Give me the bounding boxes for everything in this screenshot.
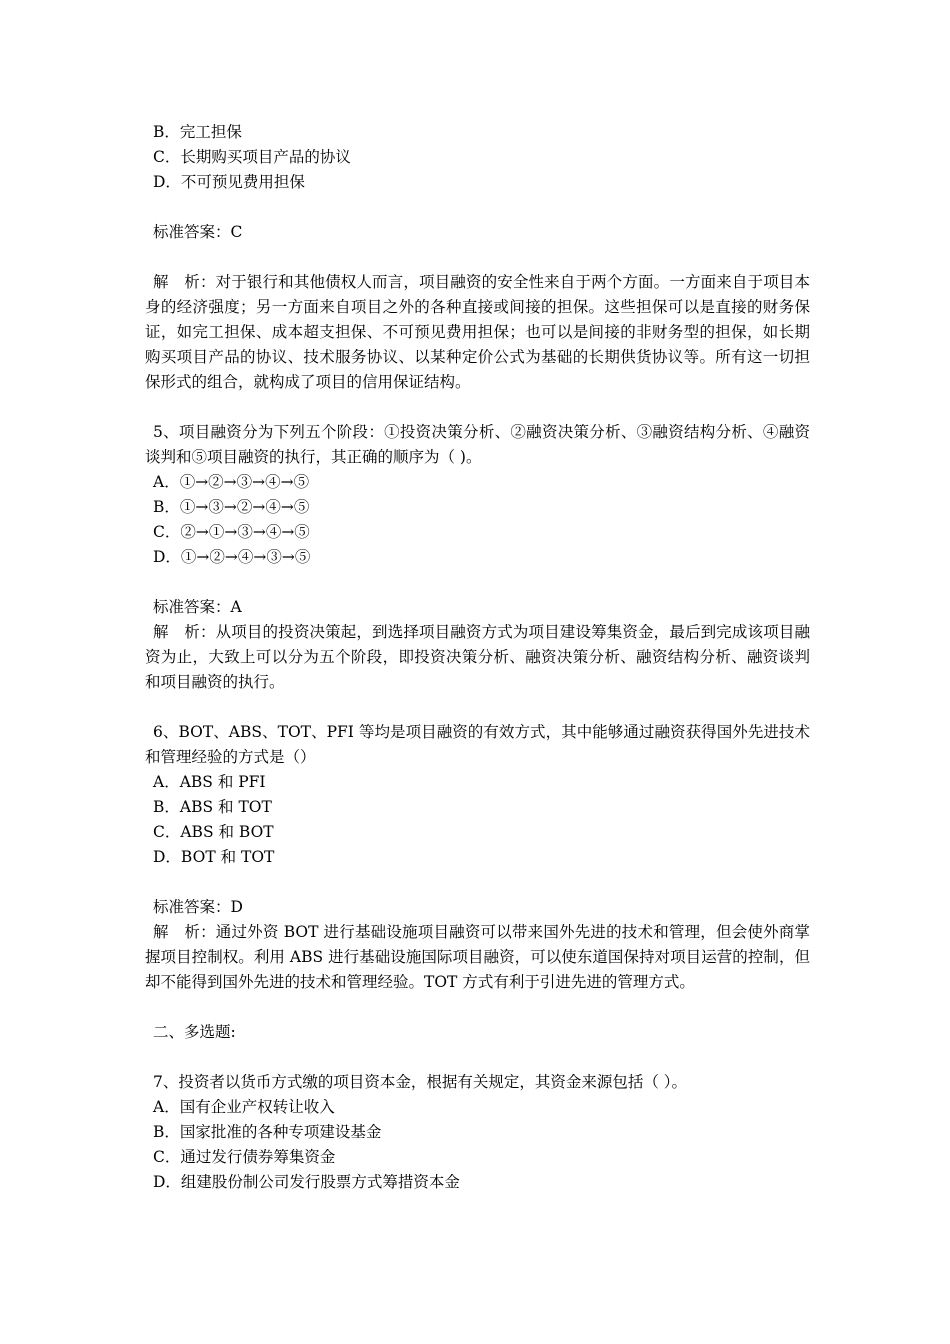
section-title: 二、多选题: (153, 1023, 236, 1041)
standard-answer: 标准答案：D (153, 898, 243, 916)
analysis-paragraph: 解 析：对于银行和其他债权人而言，项目融资的安全性来自于两个方面。一方面来自于项目本身的经济强度；另一方面来自项目之外的各种直接或间接的担保。这些担保可以是直接的财务保证，如完工担保、成本超支担保、不可预见费用担保；也可以是间接的非财务型的担保，如长期购买项目产品的协议、技术服务协议、以某种定价公式为基础的长期供货协议等。所有这一切担保形式的组合，就构成了项目的信用保证结构。 (145, 273, 810, 391)
question-5-stem: 5、项目融资分为下列五个阶段：①投资决策分析、②融资决策分析、③融资结构分析、④融资谈判和⑤项目融资的执行，其正确的顺序为（ )。 (145, 423, 810, 466)
question-7-stem: 7、投资者以货币方式缴的项目资本金，根据有关规定，其资金来源包括（ ）。 (153, 1073, 688, 1091)
option-b: B．完工担保 (153, 123, 242, 141)
document-page (145, 120, 810, 1195)
option-b: B．国家批准的各种专项建设基金 (153, 1123, 382, 1141)
option-a: A．①→②→③→④→⑤ (153, 473, 310, 491)
option-b: B．①→③→②→④→⑤ (153, 498, 310, 516)
analysis-paragraph: 解 析：通过外资 BOT 进行基础设施项目融资可以带来国外先进的技术和管理，但会使外商掌握项目控制权。利用 ABS 进行基础设施国际项目融资，可以使东道国保持对项目运营的控制，但却不能得到国外先进的技术和管理经验。TOT 方式有利于引进先进的管理方式。 (145, 923, 810, 991)
standard-answer: 标准答案：C (153, 223, 243, 241)
option-a: A．国有企业产权转让收入 (153, 1098, 335, 1116)
standard-answer: 标准答案：A (153, 598, 242, 616)
option-a: A．ABS 和 PFI (153, 773, 266, 791)
option-d: D．不可预见费用担保 (153, 173, 305, 191)
option-b: B．ABS 和 TOT (153, 798, 272, 816)
option-c: C．通过发行债券筹集资金 (153, 1148, 336, 1166)
option-d: D．组建股份制公司发行股票方式筹措资本金 (153, 1173, 460, 1191)
option-d: D．BOT 和 TOT (153, 848, 275, 866)
option-c: C．②→①→③→④→⑤ (153, 523, 310, 541)
option-c: C．长期购买项目产品的协议 (153, 148, 351, 166)
question-6-stem: 6、BOT、ABS、TOT、PFI 等均是项目融资的有效方式，其中能够通过融资获得国外先进技术和管理经验的方式是（） (145, 723, 810, 766)
analysis-paragraph: 解 析：从项目的投资决策起，到选择项目融资方式为项目建设筹集资金，最后到完成该项目融资为止，大致上可以分为五个阶段，即投资决策分析、融资决策分析、融资结构分析、融资谈判和项目融资的执行。 (145, 623, 810, 691)
option-d: D．①→②→④→③→⑤ (153, 548, 311, 566)
option-c: C．ABS 和 BOT (153, 823, 274, 841)
